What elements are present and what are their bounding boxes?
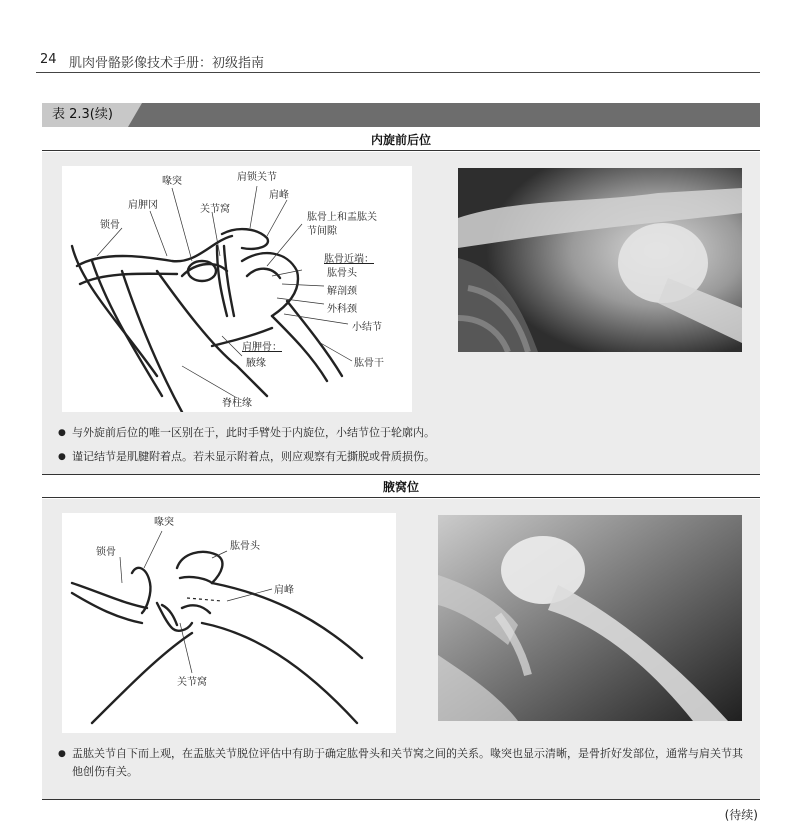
section-title-axillary: 腋窝位 <box>42 477 760 497</box>
diagram-svg-axillary <box>62 513 396 733</box>
label-coracoid: 喙突 <box>162 176 182 187</box>
label-clavicle: 锁骨 <box>100 220 120 231</box>
xray-svg-axillary <box>438 515 742 721</box>
label-surgical-neck: 外科颈 <box>327 304 357 315</box>
bullet-item: ● 谨记结节是肌腱附着点。若未显示附着点，则应观察有无撕脱或骨质损伤。 <box>58 448 738 466</box>
label-acromioclavicular-joint: 肩锁关节 <box>237 172 277 183</box>
label-glenoid: 关节窝 <box>200 204 230 215</box>
xray-internal-rotation <box>458 168 742 352</box>
label-clavicle-axillary: 锁骨 <box>96 547 116 558</box>
label-acromion-axillary: 肩峰 <box>274 585 294 596</box>
bullet-item: ● 与外旋前后位的唯一区别在于，此时手臂处于内旋位，小结节位于轮廓内。 <box>58 424 738 442</box>
continued-note: (待续) <box>724 808 758 822</box>
label-acromion: 肩峰 <box>269 190 289 201</box>
label-space-1: 肱骨上和盂肱关 <box>307 212 377 223</box>
label-humeral-head: 肱骨头 <box>327 268 357 279</box>
diagram-internal-rotation <box>62 166 412 412</box>
label-anatomical-neck: 解剖颈 <box>327 286 357 297</box>
section-title-internal-rotation: 内旋前后位 <box>42 130 760 150</box>
table-label: 表 2.3(续) <box>42 103 128 127</box>
xray-svg-internal-rotation <box>458 168 742 352</box>
label-space-2: 节间隙 <box>307 226 337 237</box>
page-header <box>36 50 760 73</box>
label-glenoid-axillary: 关节窝 <box>177 677 207 688</box>
section-rule <box>42 150 760 151</box>
diagram-axillary <box>62 513 396 733</box>
label-scapular-notch: 肩胛冈 <box>128 200 158 211</box>
label-humeral-shaft: 肱骨干 <box>354 358 384 369</box>
label-proximal-humerus: 肱骨近端： <box>324 254 374 265</box>
running-title: 肌肉骨骼影像技术手册：初级指南 <box>69 56 265 71</box>
section-rule <box>42 497 760 498</box>
label-vertebral-border: 脊柱缘 <box>222 398 252 409</box>
panel-internal-rotation <box>42 152 760 474</box>
label-humeral-head-axillary: 肱骨头 <box>230 541 260 552</box>
page-number: 24 <box>40 52 57 67</box>
section-rule <box>42 799 760 800</box>
label-scapula: 肩胛骨： <box>242 342 282 353</box>
bullet-list-axillary <box>58 745 744 787</box>
panel-axillary <box>42 499 760 799</box>
section-rule <box>42 474 760 475</box>
label-lesser-tuberosity: 小结节 <box>352 322 382 333</box>
bullet-list-internal-rotation <box>58 424 738 472</box>
label-coracoid-axillary: 喙突 <box>154 517 174 528</box>
diagram-svg-internal-rotation <box>62 166 412 412</box>
label-axillary-border: 腋缘 <box>246 358 266 369</box>
bullet-item: ● 盂肱关节自下而上观，在盂肱关节脱位评估中有助于确定肱骨头和关节窝之间的关系。喙突也显示清晰，是骨折好发部位，通常与肩关节其他创伤有关。 <box>58 745 744 781</box>
xray-axillary <box>438 515 742 721</box>
table-banner <box>42 103 760 127</box>
